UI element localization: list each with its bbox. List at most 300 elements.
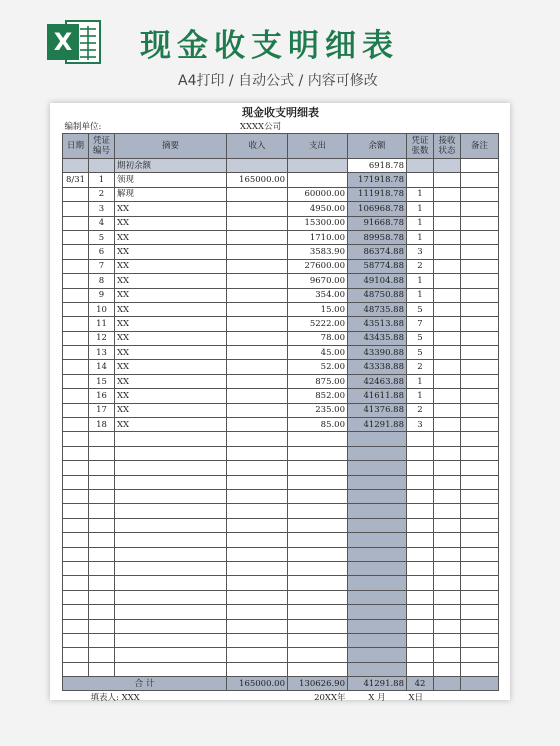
cell-income[interactable] [227, 331, 288, 345]
cell-remarks[interactable] [461, 317, 499, 331]
empty-cell[interactable] [407, 446, 434, 460]
cell-voucher-no[interactable]: 1 [89, 173, 115, 187]
empty-cell[interactable] [407, 576, 434, 590]
empty-cell[interactable] [115, 619, 227, 633]
empty-cell[interactable] [227, 662, 288, 676]
cell-date[interactable] [63, 230, 89, 244]
cell-voucher-count[interactable]: 5 [407, 346, 434, 360]
empty-cell[interactable] [89, 662, 115, 676]
empty-cell[interactable] [63, 662, 89, 676]
cell-date[interactable] [63, 374, 89, 388]
empty-cell[interactable] [227, 590, 288, 604]
empty-cell[interactable] [63, 576, 89, 590]
footer-year[interactable]: 20XX年 [314, 693, 346, 704]
empty-cell[interactable] [461, 432, 499, 446]
empty-cell[interactable] [63, 619, 89, 633]
cell-balance[interactable]: 89958.78 [348, 230, 407, 244]
empty-cell[interactable] [115, 489, 227, 503]
cell-remarks[interactable] [461, 245, 499, 259]
empty-cell[interactable] [407, 475, 434, 489]
empty-cell[interactable] [461, 461, 499, 475]
empty-cell[interactable] [115, 533, 227, 547]
empty-cell[interactable] [434, 518, 461, 532]
empty-cell[interactable] [227, 619, 288, 633]
cell-receive-status[interactable] [434, 360, 461, 374]
cell-balance[interactable]: 91668.78 [348, 216, 407, 230]
empty-cell[interactable] [63, 533, 89, 547]
empty-cell[interactable] [63, 475, 89, 489]
empty-cell[interactable] [434, 547, 461, 561]
empty-cell[interactable] [407, 662, 434, 676]
empty-cell[interactable] [407, 518, 434, 532]
empty-cell[interactable] [63, 648, 89, 662]
empty-cell[interactable] [227, 518, 288, 532]
cell-expense[interactable]: 5222.00 [288, 317, 348, 331]
cell-date[interactable] [63, 403, 89, 417]
cell-balance[interactable]: 43338.88 [348, 360, 407, 374]
cell-remarks[interactable] [461, 374, 499, 388]
empty-cell[interactable] [461, 504, 499, 518]
cell-receive-status[interactable] [434, 259, 461, 273]
cell-date[interactable] [63, 245, 89, 259]
empty-cell[interactable] [407, 648, 434, 662]
empty-cell[interactable] [434, 648, 461, 662]
cell-summary[interactable]: XX [115, 230, 227, 244]
empty-cell[interactable] [434, 662, 461, 676]
empty-cell[interactable] [115, 662, 227, 676]
cell-voucher-no[interactable]: 18 [89, 418, 115, 432]
empty-cell[interactable] [434, 432, 461, 446]
cell-income[interactable] [227, 288, 288, 302]
empty-cell[interactable] [348, 533, 407, 547]
cell-expense[interactable]: 60000.00 [288, 187, 348, 201]
cell-balance[interactable]: 43435.88 [348, 331, 407, 345]
empty-cell[interactable] [288, 461, 348, 475]
empty-cell[interactable] [461, 576, 499, 590]
cell-voucher-no[interactable]: 8 [89, 274, 115, 288]
cell-voucher-no[interactable]: 16 [89, 389, 115, 403]
cell-voucher-count[interactable]: 3 [407, 418, 434, 432]
cell-summary[interactable]: XX [115, 331, 227, 345]
empty-cell[interactable] [227, 432, 288, 446]
cell-balance[interactable]: 106968.78 [348, 202, 407, 216]
empty-cell[interactable] [115, 590, 227, 604]
cell-expense[interactable]: 1710.00 [288, 230, 348, 244]
cell-expense[interactable]: 45.00 [288, 346, 348, 360]
cell-expense[interactable]: 15300.00 [288, 216, 348, 230]
cell-summary[interactable]: XX [115, 288, 227, 302]
cell-receive-status[interactable] [434, 374, 461, 388]
cell-income[interactable] [227, 302, 288, 316]
empty-cell[interactable] [434, 475, 461, 489]
total-remarks[interactable] [461, 677, 499, 691]
cell-balance[interactable]: 41291.88 [348, 418, 407, 432]
empty-cell[interactable] [288, 518, 348, 532]
empty-cell[interactable] [288, 590, 348, 604]
empty-cell[interactable] [434, 446, 461, 460]
empty-cell[interactable] [115, 633, 227, 647]
cell-voucher-count[interactable]: 1 [407, 202, 434, 216]
total-income[interactable]: 165000.00 [227, 677, 288, 691]
cell-date[interactable] [63, 360, 89, 374]
empty-cell[interactable] [288, 547, 348, 561]
cell-date[interactable] [63, 259, 89, 273]
empty-cell[interactable] [115, 648, 227, 662]
empty-cell[interactable] [434, 590, 461, 604]
empty-cell[interactable] [288, 475, 348, 489]
cell-remarks[interactable] [461, 216, 499, 230]
opening-label[interactable]: 期初余额 [115, 159, 227, 173]
cell-date[interactable] [63, 331, 89, 345]
empty-cell[interactable] [348, 475, 407, 489]
total-expense[interactable]: 130626.90 [288, 677, 348, 691]
empty-cell[interactable] [348, 576, 407, 590]
cell-voucher-count[interactable]: 1 [407, 274, 434, 288]
cell-receive-status[interactable] [434, 202, 461, 216]
empty-cell[interactable] [227, 633, 288, 647]
cell-voucher-count[interactable]: 1 [407, 187, 434, 201]
empty-cell[interactable] [89, 605, 115, 619]
cell-remarks[interactable] [461, 274, 499, 288]
cell-summary[interactable]: XX [115, 360, 227, 374]
empty-cell[interactable] [348, 648, 407, 662]
empty-cell[interactable] [227, 561, 288, 575]
cell-balance[interactable]: 43513.88 [348, 317, 407, 331]
empty-cell[interactable] [348, 446, 407, 460]
cell-remarks[interactable] [461, 389, 499, 403]
empty-cell[interactable] [288, 432, 348, 446]
empty-cell[interactable] [288, 533, 348, 547]
cell-receive-status[interactable] [434, 346, 461, 360]
cell-income[interactable] [227, 230, 288, 244]
empty-cell[interactable] [461, 662, 499, 676]
cell-balance[interactable]: 49104.88 [348, 274, 407, 288]
empty-cell[interactable] [89, 518, 115, 532]
cell-summary[interactable]: XX [115, 302, 227, 316]
cell-voucher-count[interactable]: 1 [407, 389, 434, 403]
empty-cell[interactable] [348, 489, 407, 503]
cell-date[interactable] [63, 302, 89, 316]
cell-income[interactable] [227, 374, 288, 388]
empty-cell[interactable] [407, 547, 434, 561]
cell-receive-status[interactable] [434, 216, 461, 230]
cell-expense[interactable]: 85.00 [288, 418, 348, 432]
cell-summary[interactable]: XX [115, 346, 227, 360]
cell-balance[interactable]: 48750.88 [348, 288, 407, 302]
cell-voucher-count[interactable]: 2 [407, 403, 434, 417]
cell-income[interactable] [227, 418, 288, 432]
cell-voucher-no[interactable]: 11 [89, 317, 115, 331]
empty-cell[interactable] [288, 648, 348, 662]
empty-cell[interactable] [407, 533, 434, 547]
empty-cell[interactable] [348, 547, 407, 561]
empty-cell[interactable] [348, 504, 407, 518]
empty-cell[interactable] [89, 648, 115, 662]
cell-voucher-no[interactable]: 9 [89, 288, 115, 302]
empty-cell[interactable] [227, 605, 288, 619]
cell-voucher-no[interactable]: 4 [89, 216, 115, 230]
cell-expense[interactable]: 52.00 [288, 360, 348, 374]
cell-date[interactable] [63, 274, 89, 288]
empty-cell[interactable] [348, 561, 407, 575]
empty-cell[interactable] [348, 590, 407, 604]
cell-expense[interactable]: 852.00 [288, 389, 348, 403]
empty-cell[interactable] [115, 576, 227, 590]
empty-cell[interactable] [348, 619, 407, 633]
cell-voucher-no[interactable]: 15 [89, 374, 115, 388]
cell-income[interactable] [227, 346, 288, 360]
cell-voucher-count[interactable]: 2 [407, 259, 434, 273]
cell-remarks[interactable] [461, 288, 499, 302]
empty-cell[interactable] [115, 518, 227, 532]
empty-cell[interactable] [115, 605, 227, 619]
empty-cell[interactable] [288, 489, 348, 503]
preparer[interactable]: 填表人: XXX [90, 693, 140, 704]
cell-receive-status[interactable] [434, 288, 461, 302]
empty-cell[interactable] [407, 633, 434, 647]
cell-balance[interactable]: 41376.88 [348, 403, 407, 417]
empty-cell[interactable] [348, 662, 407, 676]
empty-cell[interactable] [461, 633, 499, 647]
cell-voucher-no[interactable]: 12 [89, 331, 115, 345]
empty-cell[interactable] [89, 561, 115, 575]
empty-cell[interactable] [89, 533, 115, 547]
cell-remarks[interactable] [461, 187, 499, 201]
empty-cell[interactable] [434, 561, 461, 575]
empty-cell[interactable] [115, 547, 227, 561]
empty-cell[interactable] [89, 576, 115, 590]
company-name[interactable]: XXXX公司 [239, 122, 282, 132]
empty-cell[interactable] [89, 590, 115, 604]
cell-voucher-count[interactable]: 1 [407, 230, 434, 244]
cell-receive-status[interactable] [434, 302, 461, 316]
cell-voucher-count[interactable] [407, 173, 434, 187]
empty-cell[interactable] [63, 605, 89, 619]
cell-balance[interactable]: 42463.88 [348, 374, 407, 388]
total-receive-status[interactable] [434, 677, 461, 691]
cell-summary[interactable]: XX [115, 374, 227, 388]
cell-date[interactable] [63, 389, 89, 403]
empty-cell[interactable] [63, 489, 89, 503]
cell-summary[interactable]: 领现 [115, 173, 227, 187]
footer-day[interactable]: X日 [408, 693, 424, 704]
cell-remarks[interactable] [461, 302, 499, 316]
empty-cell[interactable] [461, 619, 499, 633]
cell-remarks[interactable] [461, 331, 499, 345]
cell-income[interactable] [227, 317, 288, 331]
cell-summary[interactable]: XX [115, 418, 227, 432]
empty-cell[interactable] [63, 461, 89, 475]
cell-income[interactable] [227, 389, 288, 403]
empty-cell[interactable] [115, 461, 227, 475]
cell-receive-status[interactable] [434, 403, 461, 417]
empty-cell[interactable] [63, 432, 89, 446]
cell-balance[interactable]: 111918.78 [348, 187, 407, 201]
empty-cell[interactable] [461, 561, 499, 575]
cell-expense[interactable]: 27600.00 [288, 259, 348, 273]
empty-cell[interactable] [288, 446, 348, 460]
cell-balance[interactable]: 48735.88 [348, 302, 407, 316]
cell-expense[interactable] [288, 173, 348, 187]
empty-cell[interactable] [227, 648, 288, 662]
cell-voucher-no[interactable]: 3 [89, 202, 115, 216]
cell-date[interactable] [63, 418, 89, 432]
cell-summary[interactable]: XX [115, 389, 227, 403]
cell-income[interactable] [227, 274, 288, 288]
cell-summary[interactable]: XX [115, 317, 227, 331]
cell-voucher-count[interactable]: 5 [407, 302, 434, 316]
empty-cell[interactable] [434, 576, 461, 590]
empty-cell[interactable] [288, 504, 348, 518]
cell-summary[interactable]: XX [115, 274, 227, 288]
empty-cell[interactable] [348, 605, 407, 619]
empty-cell[interactable] [434, 489, 461, 503]
empty-cell[interactable] [434, 533, 461, 547]
cell-income[interactable] [227, 245, 288, 259]
cell-receive-status[interactable] [434, 187, 461, 201]
cell-balance[interactable]: 171918.78 [348, 173, 407, 187]
empty-cell[interactable] [288, 561, 348, 575]
empty-cell[interactable] [407, 489, 434, 503]
cell-voucher-count[interactable]: 2 [407, 360, 434, 374]
total-voucher-count[interactable]: 42 [407, 677, 434, 691]
cell-voucher-no[interactable]: 2 [89, 187, 115, 201]
empty-cell[interactable] [288, 605, 348, 619]
cell-income[interactable] [227, 216, 288, 230]
empty-cell[interactable] [288, 662, 348, 676]
empty-cell[interactable] [407, 504, 434, 518]
empty-cell[interactable] [63, 633, 89, 647]
cell-remarks[interactable] [461, 259, 499, 273]
cell-balance[interactable]: 58774.88 [348, 259, 407, 273]
cell-voucher-no[interactable]: 17 [89, 403, 115, 417]
empty-cell[interactable] [461, 518, 499, 532]
empty-cell[interactable] [89, 619, 115, 633]
cell-expense[interactable]: 78.00 [288, 331, 348, 345]
empty-cell[interactable] [89, 461, 115, 475]
cell-expense[interactable]: 3583.90 [288, 245, 348, 259]
cell-income[interactable] [227, 259, 288, 273]
cell-voucher-no[interactable]: 13 [89, 346, 115, 360]
cell-date[interactable] [63, 346, 89, 360]
cell-receive-status[interactable] [434, 245, 461, 259]
empty-cell[interactable] [407, 461, 434, 475]
cell-date[interactable] [63, 187, 89, 201]
empty-cell[interactable] [348, 518, 407, 532]
empty-cell[interactable] [227, 475, 288, 489]
empty-cell[interactable] [63, 446, 89, 460]
cell-voucher-no[interactable]: 14 [89, 360, 115, 374]
empty-cell[interactable] [348, 633, 407, 647]
empty-cell[interactable] [115, 432, 227, 446]
empty-cell[interactable] [288, 633, 348, 647]
total-label[interactable]: 合 计 [63, 677, 227, 691]
cell-balance[interactable]: 86374.88 [348, 245, 407, 259]
empty-cell[interactable] [227, 504, 288, 518]
cell-voucher-count[interactable]: 5 [407, 331, 434, 345]
cell-expense[interactable]: 235.00 [288, 403, 348, 417]
cell-expense[interactable]: 9670.00 [288, 274, 348, 288]
cell-receive-status[interactable] [434, 418, 461, 432]
empty-cell[interactable] [89, 489, 115, 503]
cell-summary[interactable]: XX [115, 403, 227, 417]
empty-cell[interactable] [227, 446, 288, 460]
cell-date[interactable] [63, 288, 89, 302]
cell-expense[interactable]: 15.00 [288, 302, 348, 316]
empty-cell[interactable] [407, 619, 434, 633]
cell-receive-status[interactable] [434, 331, 461, 345]
cell-receive-status[interactable] [434, 389, 461, 403]
cell-voucher-count[interactable]: 1 [407, 216, 434, 230]
empty-cell[interactable] [434, 633, 461, 647]
cell-receive-status[interactable] [434, 230, 461, 244]
cell-summary[interactable]: XX [115, 216, 227, 230]
empty-cell[interactable] [63, 590, 89, 604]
empty-cell[interactable] [434, 605, 461, 619]
cell-income[interactable] [227, 187, 288, 201]
cell-voucher-count[interactable]: 1 [407, 374, 434, 388]
cell-remarks[interactable] [461, 173, 499, 187]
cell-voucher-count[interactable]: 1 [407, 288, 434, 302]
empty-cell[interactable] [434, 461, 461, 475]
cell-date[interactable] [63, 202, 89, 216]
cell-remarks[interactable] [461, 230, 499, 244]
cell-voucher-count[interactable]: 3 [407, 245, 434, 259]
cell-expense[interactable]: 875.00 [288, 374, 348, 388]
cell-voucher-no[interactable]: 7 [89, 259, 115, 273]
empty-cell[interactable] [89, 446, 115, 460]
cell-income[interactable] [227, 360, 288, 374]
cell-remarks[interactable] [461, 360, 499, 374]
empty-cell[interactable] [115, 504, 227, 518]
cell-income[interactable]: 165000.00 [227, 173, 288, 187]
empty-cell[interactable] [89, 547, 115, 561]
cell-income[interactable] [227, 403, 288, 417]
cell-income[interactable] [227, 202, 288, 216]
empty-cell[interactable] [434, 504, 461, 518]
cell-remarks[interactable] [461, 346, 499, 360]
empty-cell[interactable] [227, 576, 288, 590]
cell-summary[interactable]: 解现 [115, 187, 227, 201]
cell-expense[interactable]: 4950.00 [288, 202, 348, 216]
empty-cell[interactable] [63, 518, 89, 532]
cell-receive-status[interactable] [434, 173, 461, 187]
empty-cell[interactable] [288, 619, 348, 633]
cell-voucher-no[interactable]: 5 [89, 230, 115, 244]
cell-receive-status[interactable] [434, 274, 461, 288]
empty-cell[interactable] [89, 633, 115, 647]
empty-cell[interactable] [227, 547, 288, 561]
cell-voucher-no[interactable]: 10 [89, 302, 115, 316]
empty-cell[interactable] [407, 561, 434, 575]
opening-balance[interactable]: 6918.78 [348, 159, 407, 173]
empty-cell[interactable] [89, 475, 115, 489]
empty-cell[interactable] [461, 475, 499, 489]
cell-summary[interactable]: XX [115, 202, 227, 216]
cell-voucher-count[interactable]: 7 [407, 317, 434, 331]
cell-balance[interactable]: 43390.88 [348, 346, 407, 360]
empty-cell[interactable] [461, 533, 499, 547]
empty-cell[interactable] [115, 446, 227, 460]
empty-cell[interactable] [461, 446, 499, 460]
empty-cell[interactable] [63, 504, 89, 518]
empty-cell[interactable] [461, 648, 499, 662]
empty-cell[interactable] [63, 547, 89, 561]
footer-month[interactable]: X 月 [368, 693, 386, 704]
empty-cell[interactable] [227, 461, 288, 475]
cell-balance[interactable]: 41611.88 [348, 389, 407, 403]
empty-cell[interactable] [115, 475, 227, 489]
